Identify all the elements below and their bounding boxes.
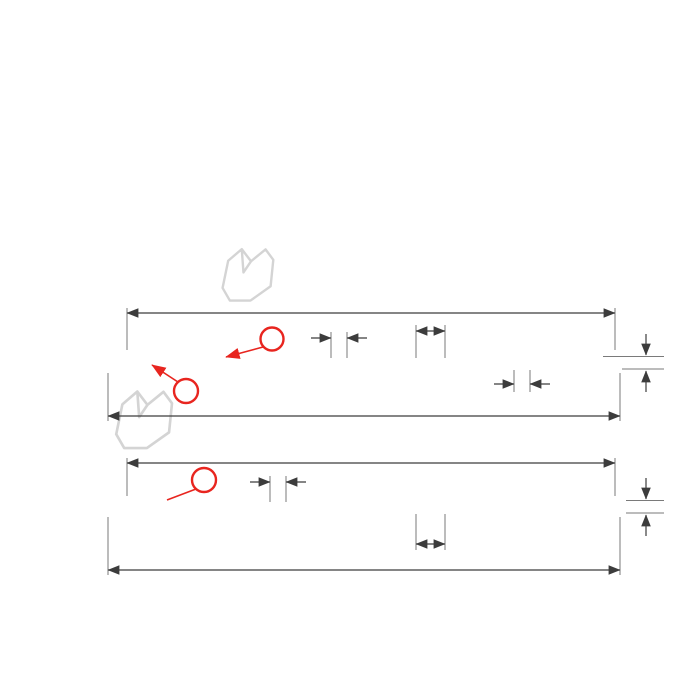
label-a-badge xyxy=(174,379,198,403)
label-r-badge xyxy=(192,468,216,492)
watermark-lower xyxy=(107,384,181,454)
metal-profil-logo-icon xyxy=(107,384,181,454)
cross-section-top xyxy=(108,308,664,421)
metal-profil-logo-icon xyxy=(215,242,282,306)
cross-section-bottom xyxy=(108,458,664,575)
watermark-upper xyxy=(215,242,282,306)
label-b-badge xyxy=(261,328,284,351)
